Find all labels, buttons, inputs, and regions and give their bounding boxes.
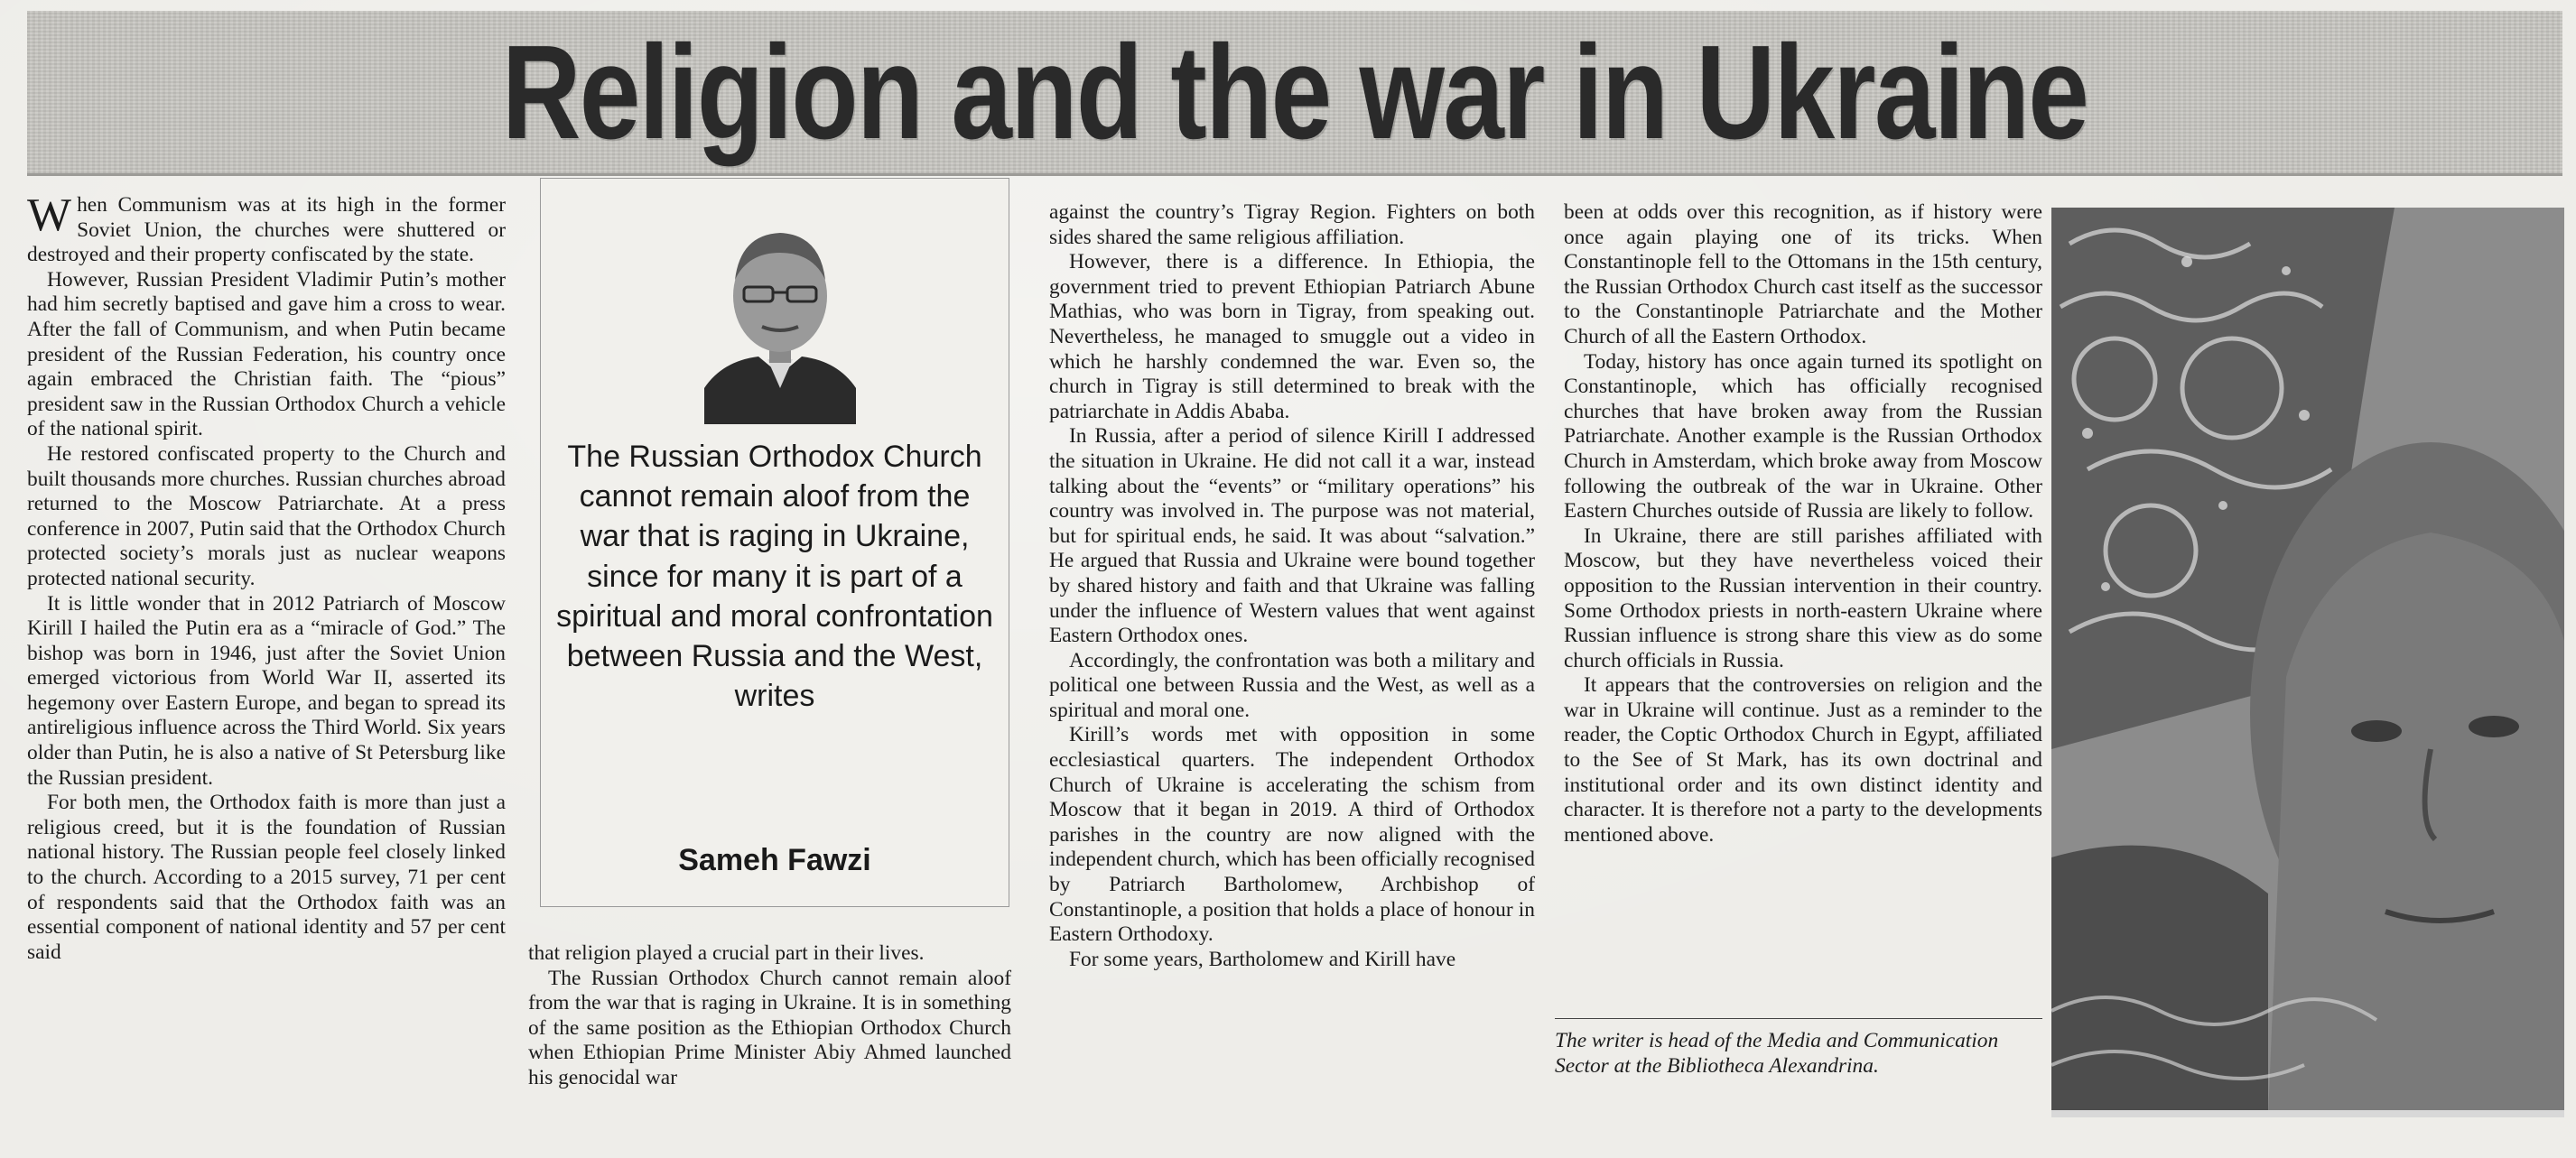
author-byline: Sameh Fawzi: [678, 843, 871, 877]
column2-paragraph-2: The Russian Orthodox Church cannot remain aloof from the war that is raging in Ukraine. It is in something of the same position as the Ethiopian Orthodox Church when Ethiopian Prime Minister Abiy Ahmed launched his genocidal war: [528, 966, 1011, 1089]
column1-paragraph-5: For both men, the Orthodox faith is more than just a religious creed, but it is the foundation of Russian national history. The Russian people feel closely linked to the church. According to a 2015 survey, 71 per cent of respondents said that the Orthodox faith was an essential component of national identity and 57 per cent said: [27, 791, 506, 964]
drop-cap: W: [27, 190, 72, 241]
headline: Religion and the war in Ukraine: [501, 18, 2088, 167]
author-portrait-image: [704, 208, 856, 424]
column4-paragraph-4: It appears that the controversies on religion and the war in Ukraine will continue. Just as a reminder to the reader, the Coptic Orthodox Church in Egypt, affiliated to the See of St Mark, has its own doctrinal and institutional order and its own distinct identity and character. It is therefore not a party to the developments mentioned above.: [1564, 673, 2042, 847]
column4-paragraph-1: been at odds over this recognition, as if history were once again playing one of its tricks. When Constantinople fell to the Ottomans in the 15th century, the Russian Orthodox Church cast itself as the successor to the Constantinople Patriarchate and the Mother Church of all the Eastern Orthodox.: [1564, 200, 2042, 348]
article-column-4: [1564, 200, 2042, 848]
column2-paragraph-1: that religion played a crucial part in their lives.: [528, 941, 925, 965]
column4-paragraph-2: Today, history has once again turned its spotlight on Constantinople, which has officially recognised churches that have broken away from the Russian Patriarchate. Another example is the Russian Orthodox Church in Amsterdam, which broke away from Moscow following the outbreak of the war in Ukraine. Other Eastern Churches outside of Russia are likely to follow.: [1564, 349, 2042, 523]
column4-paragraph-3: In Ukraine, there are still parishes affiliated with Moscow, but they have nevertheless voiced their opposition to the Russian intervention in their country. Some Orthodox priests in north-eastern Ukraine where Russian influence is strong share this view as do some church officials in Russia.: [1564, 523, 2042, 672]
author-photo: [704, 208, 856, 424]
column1-paragraph-1: [27, 190, 506, 268]
column3-paragraph-6: For some years, Bartholomew and Kirill have: [1069, 947, 1456, 971]
column1-paragraph-4: It is little wonder that in 2012 Patriarch of Moscow Kirill I hailed the Putin era as a “miracle of God.” The bishop was born in 1946, just after the Soviet Union emerged victorious from World War II, asserted its hegemony over Eastern Europe, and began to spread its antireligious influence across the Third World. Six years older than Putin, he is also a native of St Petersburg like the Russian president.: [27, 591, 506, 790]
author-note: The writer is head of the Media and Communication Sector at the Bibliotheca Alexandrina.: [1555, 1029, 1999, 1078]
article-column-3: [1049, 200, 1535, 972]
column3-paragraph-1: against the country’s Tigray Region. Fighters on both sides shared the same religious affiliation.: [1049, 200, 1535, 249]
column3-paragraph-5: Kirill’s words met with opposition in some ecclesiastical quarters. The independent Orthodox Church of Ukraine is accelerating the schism from Moscow that it began in 2019. A third of Orthodox parishes in the country are now aligned with the independent church, which has been officially recognised by Patriarch Bartholomew, Archbishop of Constantinople, a position that holds a place of honour in Eastern Orthodoxy.: [1049, 723, 1536, 947]
column1-paragraph-2: However, Russian President Vladimir Putin’s mother had him secretly baptised and gave him a cross to wear. After the fall of Communism, and when Putin became president of the Russian Federation, his country once again embraced the Christian faith. The “pious” president saw in the Russian Orthodox Church a vehicle of the national spirit.: [27, 267, 506, 441]
column3-paragraph-3: In Russia, after a period of silence Kirill I addressed the situation in Ukraine. He did not call it a war, instead talking about the “events” or “military operations” his country was involved in. The purpose was not material, but for spiritual ends, he said. It was about “salvation.” He argued that Russia and Ukraine were bound together by shared history and faith and that Ukraine was falling under the influence of Western values that went against Eastern Orthodox ones.: [1049, 424, 1535, 648]
article-column-1: [27, 190, 506, 965]
column1-paragraph-1-text: hen Communism was at its high in the former Soviet Union, the churches were shuttered or destroyed and their property confiscated by the state.: [27, 193, 506, 267]
kirill-and-putin-image: [2051, 208, 2564, 1117]
column3-paragraph-2: However, there is a difference. In Ethiopia, the government tried to prevent Ethiopian Patriarch Abune Mathias, who was born in Tigray, from speaking out. Nevertheless, he managed to smuggle out a video in which he harshly condemned the war. Even so, the church in Tigray is still determined to break with the patriarchate in Addis Ababa.: [1049, 250, 1535, 423]
article-photo: [2051, 208, 2564, 1117]
article-column-2: [528, 941, 1011, 1091]
column1-paragraph-3: He restored confiscated property to the Church and built thousands more churches. Russian churches abroad returned to the Moscow Patriarchate. At a press conference in 2007, Putin said that the Orthodox Church protected society’s morals just as nuclear weapons protected national security.: [27, 441, 506, 590]
pull-quote-text: The Russian Orthodox Church cannot remain aloof from the war that is raging in Ukraine, since for many it is part of a spiritual and moral confrontation between Russia and the West, writes: [556, 440, 993, 714]
author-note-divider: [1555, 1018, 2042, 1019]
column3-paragraph-4: Accordingly, the confrontation was both a military and political one between Russia and the West, as well as a spiritual and moral one.: [1049, 648, 1535, 722]
